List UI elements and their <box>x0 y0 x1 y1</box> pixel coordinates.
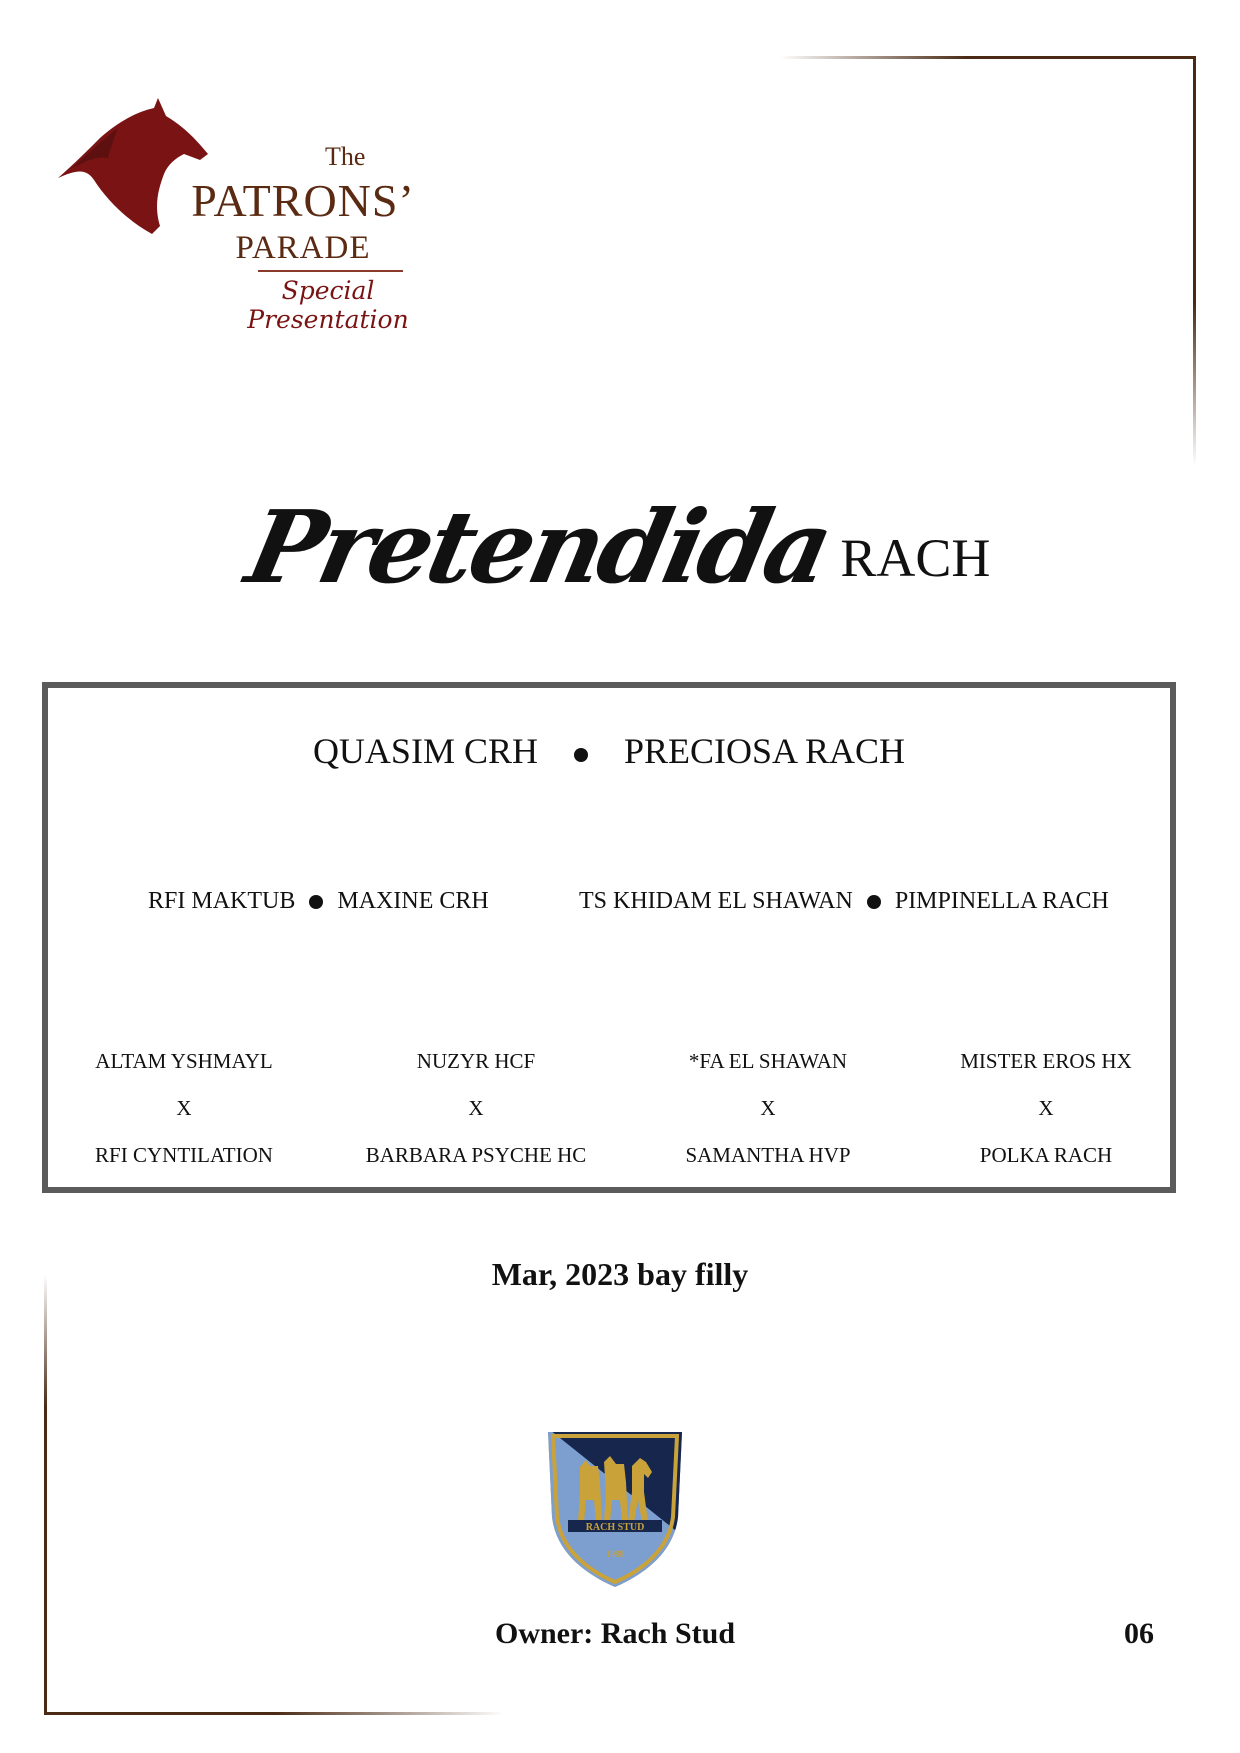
great-grandparents-4 <box>906 1038 1186 1179</box>
ggp-bottom: BARBARA PSYCHE HC <box>365 1143 587 1167</box>
dam-sire-name: TS KHIDAM EL SHAWAN <box>579 888 853 914</box>
owner-line: Owner: Rach Stud <box>494 1617 735 1650</box>
great-grandparents-3 <box>628 1038 908 1179</box>
logo-the-text: The <box>325 142 366 171</box>
logo-parade-text: PARADE <box>235 230 371 266</box>
ggp-cross: X <box>760 1096 776 1120</box>
ggp-bottom: SAMANTHA HVP <box>685 1143 851 1167</box>
pedigree-box <box>42 682 1176 1193</box>
horse-description: Mar, 2023 bay filly <box>491 1256 749 1292</box>
great-grandparents-2 <box>336 1038 616 1179</box>
rach-stud-crest <box>540 1422 690 1592</box>
ggp-cross: X <box>1038 1096 1054 1120</box>
logo-patrons-text: PATRONS’ <box>191 175 415 226</box>
shield-icon <box>540 1422 690 1592</box>
patrons-parade-logo <box>58 98 438 334</box>
separator-dot-icon <box>309 895 323 909</box>
title-script-name: Pretendida <box>237 488 839 606</box>
page-number: 06 <box>1124 1617 1154 1650</box>
sire-sire-name: RFI MAKTUB <box>148 888 296 914</box>
dam-dam-name: PIMPINELLA RACH <box>894 888 1109 914</box>
ggp-top: NUZYR HCF <box>416 1049 536 1073</box>
sire-dam-name: MAXINE CRH <box>337 888 489 914</box>
great-grandparents-1 <box>44 1038 324 1179</box>
crest-year: 1988 <box>606 1549 624 1559</box>
ggp-top: *FA EL SHAWAN <box>688 1049 848 1073</box>
ggp-top: MISTER EROS HX <box>960 1049 1132 1073</box>
frame-top-right-horizontal <box>780 56 1196 59</box>
crest-name: RACH STUD <box>585 1522 645 1533</box>
separator-dot-icon <box>574 748 588 762</box>
parents-row <box>48 730 1170 772</box>
dam-name: PRECIOSA RACH <box>623 731 906 771</box>
ggp-top: ALTAM YSHMAYL <box>95 1049 273 1073</box>
frame-bottom-left-horizontal <box>44 1712 504 1715</box>
dam-parents <box>579 888 1109 915</box>
title-suffix: RACH <box>840 528 991 588</box>
ggp-bottom: POLKA RACH <box>979 1143 1113 1167</box>
sire-parents <box>148 888 489 915</box>
horse-name-title <box>0 488 1240 606</box>
separator-dot-icon <box>867 895 881 909</box>
ggp-cross: X <box>176 1096 192 1120</box>
sire-name: QUASIM CRH <box>312 731 538 771</box>
ggp-cross: X <box>468 1096 484 1120</box>
ggp-bottom: RFI CYNTILATION <box>95 1143 273 1167</box>
logo-special-presentation: Special Presentation <box>247 276 409 334</box>
frame-top-right-vertical <box>1193 56 1196 466</box>
logo-divider <box>258 270 403 272</box>
